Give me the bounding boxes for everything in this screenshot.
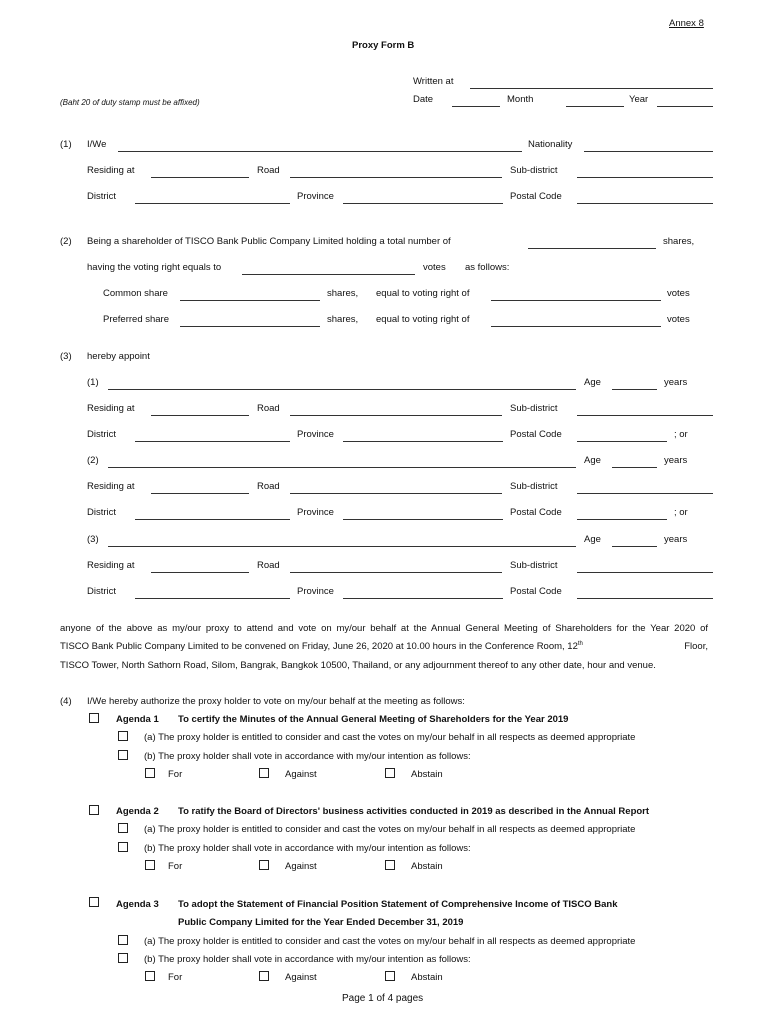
month-label: Month: [507, 94, 534, 105]
district-field[interactable]: [135, 203, 290, 204]
proxy-2-years-label: years: [664, 455, 688, 466]
agenda-2-title: To ratify the Board of Directors' business activities conducted in 2019 as described in the Annual Report: [178, 806, 650, 817]
proxy-2-age-label: Age: [584, 455, 601, 466]
proxy-2-road-label: Road: [257, 481, 280, 492]
proxy-1-road-label: Road: [257, 403, 280, 414]
proxy-1-years-label: years: [664, 377, 688, 388]
proxy-3-subdistrict-field[interactable]: [577, 572, 713, 573]
agenda-1-checkbox[interactable]: [89, 713, 99, 723]
agenda-3-for-checkbox[interactable]: [145, 971, 155, 981]
common-votes-field[interactable]: [491, 300, 661, 301]
residing-field[interactable]: [151, 177, 249, 178]
agenda-2-label: Agenda 2: [116, 806, 159, 817]
agenda-3-title: To adopt the Statement of Financial Position Statement of Comprehensive Income of TISCO Bank: [178, 899, 618, 910]
proxy-2-province-label: Province: [297, 507, 334, 518]
proxy-3-subdistrict-label: Sub-district: [510, 560, 558, 571]
proxy-1-province-field[interactable]: [343, 441, 503, 442]
proxy-2-or-label: ; or: [674, 507, 688, 518]
section-4-number: (4): [60, 696, 72, 707]
preferred-equal-label: equal to voting right of: [376, 314, 470, 325]
agenda-2-checkbox[interactable]: [89, 805, 99, 815]
section-2-number: (2): [60, 236, 72, 247]
proxy-2-age-field[interactable]: [612, 467, 657, 468]
agenda-1-against-checkbox[interactable]: [259, 768, 269, 778]
shares-label: shares,: [663, 236, 695, 247]
year-field[interactable]: [657, 106, 713, 107]
proxy-1-subdistrict-field[interactable]: [577, 415, 713, 416]
section-3-number: (3): [60, 351, 72, 362]
proxy-1-postal-label: Postal Code: [510, 429, 562, 440]
agenda-1-against-label: Against: [285, 769, 317, 780]
preferred-share-label: Preferred share: [103, 314, 170, 325]
proxy-2-residing-label: Residing at: [87, 481, 135, 492]
common-shares-unit: shares,: [327, 288, 359, 299]
proxy-1-residing-label: Residing at: [87, 403, 135, 414]
common-equal-label: equal to voting right of: [376, 288, 470, 299]
road-label: Road: [257, 165, 280, 176]
proxy-3-age-field[interactable]: [612, 546, 657, 547]
agenda-3-checkbox[interactable]: [89, 897, 99, 907]
proxy-2-road-field[interactable]: [290, 493, 502, 494]
agenda-3-option-b-checkbox[interactable]: [118, 953, 128, 963]
agenda-2-abstain-label: Abstain: [411, 861, 443, 872]
proxy-1-district-field[interactable]: [135, 441, 290, 442]
agenda-1-label: Agenda 1: [116, 714, 159, 725]
proxy-paragraph-line-1: anyone of the above as my/our proxy to attend and vote on my/our behalf at the Annual General Meeting of Shareholders for the Year 2020 of: [60, 623, 708, 634]
floor-superscript: th: [577, 641, 583, 647]
shareholder-text: Being a shareholder of TISCO Bank Public Company Limited holding a total number of: [87, 236, 451, 247]
nationality-label: Nationality: [528, 139, 573, 150]
proxy-3-residing-label: Residing at: [87, 560, 135, 571]
preferred-shares-unit: shares,: [327, 314, 359, 325]
proxy-paragraph-line-2a: TISCO Bank Public Company Limited to be convened on Friday, June 26, 2020 at 10.00 hours in the Conference Room, 12: [60, 641, 578, 653]
proxy-2-residing-field[interactable]: [151, 493, 249, 494]
common-votes-unit: votes: [667, 288, 690, 299]
common-shares-field[interactable]: [180, 300, 320, 301]
agenda-3-abstain-checkbox[interactable]: [385, 971, 395, 981]
agenda-2-for-checkbox[interactable]: [145, 860, 155, 870]
proxy-3-postal-label: Postal Code: [510, 586, 562, 597]
proxy-3-road-label: Road: [257, 560, 280, 571]
agenda-2-against-checkbox[interactable]: [259, 860, 269, 870]
proxy-3-postal-field[interactable]: [577, 598, 713, 599]
proxy-1-or-label: ; or: [674, 429, 688, 440]
proxy-1-province-label: Province: [297, 429, 334, 440]
agenda-3-against-checkbox[interactable]: [259, 971, 269, 981]
name-field[interactable]: [118, 151, 522, 152]
proxy-2-province-field[interactable]: [343, 519, 503, 520]
province-field[interactable]: [343, 203, 503, 204]
proxy-paragraph-line-2: [60, 641, 708, 652]
page-number: Page 1 of 4 pages: [342, 993, 424, 1004]
district-label: District: [87, 191, 117, 202]
proxy-3-district-field[interactable]: [135, 598, 290, 599]
agenda-2-option-a-label: (a) The proxy holder is entitled to consider and cast the votes on my/our behalf in all respects as deemed appropriate: [144, 824, 636, 835]
year-label: Year: [629, 94, 649, 105]
proxy-1-subdistrict-label: Sub-district: [510, 403, 558, 414]
agenda-1-option-b-checkbox[interactable]: [118, 750, 128, 760]
month-field[interactable]: [566, 106, 624, 107]
nationality-field[interactable]: [584, 151, 713, 152]
proxy-3-district-label: District: [87, 586, 117, 597]
agenda-1-for-label: For: [168, 769, 183, 780]
subdistrict-label: Sub-district: [510, 165, 558, 176]
proxy-1-age-label: Age: [584, 377, 601, 388]
subdistrict-field[interactable]: [577, 177, 713, 178]
agenda-3-option-b-label: (b) The proxy holder shall vote in accordance with my/our intention as follows:: [144, 954, 471, 965]
agenda-2-for-label: For: [168, 861, 183, 872]
authorize-text: I/We hereby authorize the proxy holder to vote on my/our behalf at the meeting as follows:: [87, 696, 465, 707]
postal-code-label: Postal Code: [510, 191, 562, 202]
preferred-shares-field[interactable]: [180, 326, 320, 327]
agenda-2-option-a-checkbox[interactable]: [118, 823, 128, 833]
proxy-1-residing-field[interactable]: [151, 415, 249, 416]
agenda-3-for-label: For: [168, 972, 183, 983]
agenda-2-option-b-checkbox[interactable]: [118, 842, 128, 852]
agenda-2-against-label: Against: [285, 861, 317, 872]
proxy-2-postal-label: Postal Code: [510, 507, 562, 518]
road-field[interactable]: [290, 177, 502, 178]
agenda-1-option-a-label: (a) The proxy holder is entitled to consider and cast the votes on my/our behalf in all respects as deemed appropriate: [144, 732, 636, 743]
proxy-2-district-field[interactable]: [135, 519, 290, 520]
agenda-2-option-b-label: (b) The proxy holder shall vote in accordance with my/our intention as follows:: [144, 843, 471, 854]
agenda-1-option-b-label: (b) The proxy holder shall vote in accordance with my/our intention as follows:: [144, 751, 471, 762]
proxy-1-district-label: District: [87, 429, 117, 440]
written-at-field[interactable]: [470, 88, 713, 89]
proxy-2-subdistrict-field[interactable]: [577, 493, 713, 494]
proxy-3-number: (3): [87, 534, 99, 545]
proxy-2-number: (2): [87, 455, 99, 466]
agenda-3-title-line-2: Public Company Limited for the Year Ended December 31, 2019: [178, 917, 464, 928]
agenda-3-label: Agenda 3: [116, 899, 159, 910]
proxy-1-number: (1): [87, 377, 99, 388]
voting-right-field[interactable]: [242, 274, 415, 275]
proxy-2-subdistrict-label: Sub-district: [510, 481, 558, 492]
agenda-3-option-a-checkbox[interactable]: [118, 935, 128, 945]
province-label: Province: [297, 191, 334, 202]
proxy-2-district-label: District: [87, 507, 117, 518]
proxy-2-name-field[interactable]: [108, 467, 576, 468]
common-share-label: Common share: [103, 288, 168, 299]
date-field[interactable]: [452, 106, 500, 107]
proxy-1-age-field[interactable]: [612, 389, 657, 390]
form-title: Proxy Form B: [352, 40, 415, 51]
proxy-3-province-field[interactable]: [343, 598, 503, 599]
residing-label: Residing at: [87, 165, 135, 176]
preferred-votes-unit: votes: [667, 314, 690, 325]
proxy-1-name-field[interactable]: [108, 389, 576, 390]
agenda-3-abstain-label: Abstain: [411, 972, 443, 983]
agenda-3-against-label: Against: [285, 972, 317, 983]
agenda-1-abstain-checkbox[interactable]: [385, 768, 395, 778]
agenda-1-abstain-label: Abstain: [411, 769, 443, 780]
section-1-number: (1): [60, 139, 72, 150]
annex-label: Annex 8: [669, 18, 704, 29]
agenda-3-option-a-label: (a) The proxy holder is entitled to consider and cast the votes on my/our behalf in all respects as deemed appropriate: [144, 936, 636, 947]
proxy-3-residing-field[interactable]: [151, 572, 249, 573]
proxy-3-road-field[interactable]: [290, 572, 502, 573]
date-label: Date: [413, 94, 434, 105]
preferred-votes-field[interactable]: [491, 326, 661, 327]
agenda-1-option-a-checkbox[interactable]: [118, 731, 128, 741]
total-shares-field[interactable]: [528, 248, 656, 249]
written-at-label: Written at: [413, 76, 454, 87]
agenda-2-abstain-checkbox[interactable]: [385, 860, 395, 870]
iwe-label: I/We: [87, 139, 107, 150]
proxy-1-road-field[interactable]: [290, 415, 502, 416]
proxy-2-postal-field[interactable]: [577, 519, 667, 520]
as-follows-label: as follows:: [465, 262, 510, 273]
proxy-3-age-label: Age: [584, 534, 601, 545]
voting-right-text: having the voting right equals to: [87, 262, 222, 273]
proxy-3-name-field[interactable]: [108, 546, 576, 547]
proxy-1-postal-field[interactable]: [577, 441, 667, 442]
votes-label: votes: [423, 262, 446, 273]
agenda-1-for-checkbox[interactable]: [145, 768, 155, 778]
proxy-3-years-label: years: [664, 534, 688, 545]
appoint-label: hereby appoint: [87, 351, 150, 362]
proxy-paragraph-line-2b: Floor,: [684, 641, 708, 652]
postal-code-field[interactable]: [577, 203, 713, 204]
stamp-note: (Baht 20 of duty stamp must be affixed): [60, 98, 200, 107]
proxy-paragraph-line-3: TISCO Tower, North Sathorn Road, Silom, Bangrak, Bangkok 10500, Thailand, or any adjournment thereof to any other date, hour and venue.: [60, 660, 656, 671]
agenda-1-title: To certify the Minutes of the Annual General Meeting of Shareholders for the Year 2019: [178, 714, 569, 725]
proxy-3-province-label: Province: [297, 586, 334, 597]
